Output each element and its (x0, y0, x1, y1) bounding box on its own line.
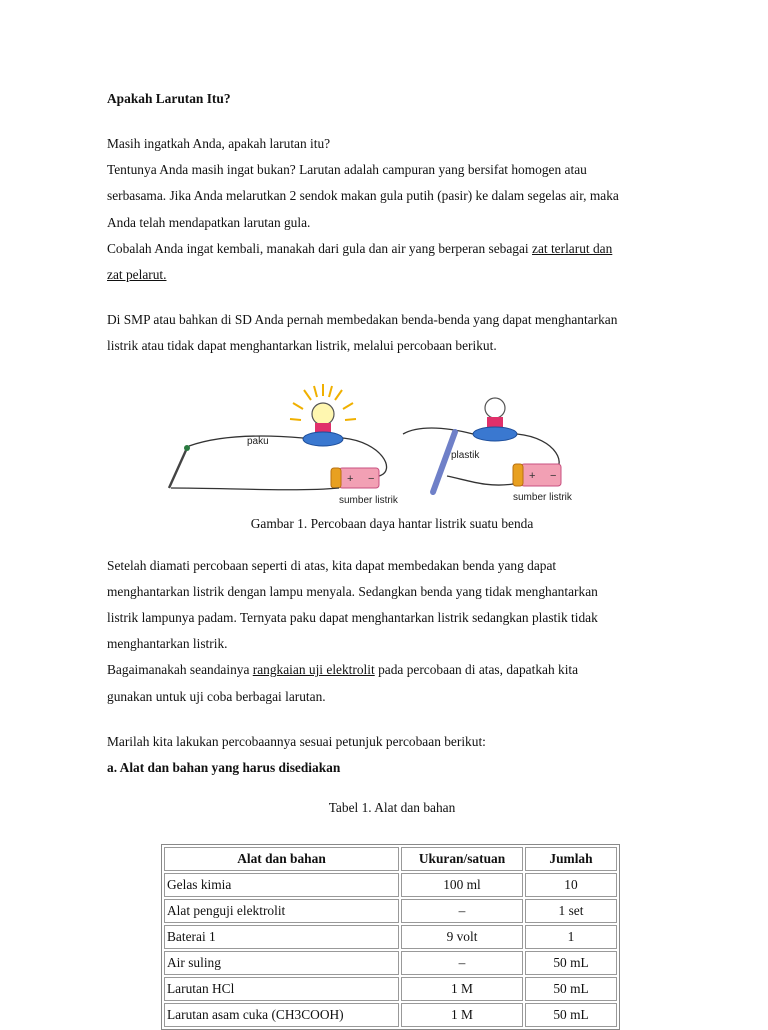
document-body (107, 86, 677, 821)
heading: Apakah Larutan Itu? (107, 91, 231, 106)
link-zat-terlarut[interactable]: zat terlarut dan (532, 240, 613, 256)
battery-plus: + (529, 469, 536, 482)
table-cell: 1 M (401, 1003, 523, 1027)
label-paku: paku (247, 435, 269, 447)
intro-line (107, 236, 677, 262)
intro-line: Anda telah mendapatkan larutan gula. (107, 214, 311, 230)
battery-plus: + (347, 472, 354, 485)
table-header-row (164, 847, 617, 871)
bulb-lit-icon (312, 403, 334, 425)
table-cell: Gelas kimia (164, 873, 399, 897)
obs-line: Setelah diamati percobaan seperti di atas, kita dapat membedakan benda yang dapat (107, 557, 557, 573)
intro-line: Masih ingatkah Anda, apakah larutan itu? (107, 136, 331, 151)
table-cell: Larutan HCl (164, 977, 399, 1001)
bulb-off-icon (485, 398, 505, 418)
bulb-base (303, 432, 343, 446)
intro-line (107, 262, 677, 288)
table-cell: 1 set (525, 899, 617, 923)
table-cell: – (401, 899, 523, 923)
nail-head (184, 445, 190, 451)
marilah-line: Marilah kita lakukan percobaannya sesuai petunjuk percobaan berikut: (107, 733, 486, 749)
obs-line: menghantarkan listrik dengan lampu menyala. Sedangkan benda yang tidak menghantarkan (107, 583, 598, 599)
section-a-heading: a. Alat dan bahan yang harus disediakan (107, 760, 341, 776)
intro-line: Tentunya Anda masih ingat bukan? Larutan adalah campuran yang bersifat homogen atau (107, 162, 587, 178)
table-cell: 50 mL (525, 1003, 617, 1027)
table-cell: Air suling (164, 951, 399, 975)
table-cell: 1 M (401, 977, 523, 1001)
table-cell: 100 ml (401, 873, 523, 897)
intro-text: Cobalah Anda ingat kembali, manakah dari gula dan air yang berperan sebagai (107, 240, 532, 256)
intro-line: serbasama. Jika Anda melarutkan 2 sendok makan gula putih (pasir) ke dalam segelas air, maka (107, 188, 619, 204)
battery-minus: − (368, 472, 375, 485)
obs-line (107, 657, 677, 683)
link-zat-pelarut[interactable]: zat pelarut. (107, 267, 167, 283)
obs-text: Bagaimanakah seandainya (107, 662, 253, 678)
table-cell: Baterai 1 (164, 925, 399, 949)
table-row (164, 1003, 617, 1027)
table-cell: 9 volt (401, 925, 523, 949)
figure-conductivity (107, 376, 677, 511)
label-sumber-listrik: sumber listrik (339, 494, 398, 506)
obs-line: gunakan untuk uji coba berbagai larutan. (107, 688, 326, 704)
table-cell: 1 (525, 925, 617, 949)
obs-text: pada percobaan di atas, dapatkah kita (374, 662, 579, 678)
figure-illustration (107, 376, 677, 511)
label-plastik: plastik (451, 449, 480, 461)
battery-minus: − (550, 469, 557, 482)
table-row (164, 925, 617, 949)
table-caption: Tabel 1. Alat dan bahan (328, 800, 456, 816)
table-row (164, 951, 617, 975)
equipment-table (161, 844, 620, 1030)
table-cell: Alat penguji elektrolit (164, 899, 399, 923)
smp-line: listrik atau tidak dapat menghantarkan listrik, melalui percobaan berikut. (107, 338, 497, 354)
table-row (164, 899, 617, 923)
table-cell: 50 mL (525, 951, 617, 975)
figure-caption: Gambar 1. Percobaan daya hantar listrik suatu benda (250, 515, 534, 531)
plastic-rod-icon (433, 432, 455, 492)
table-header: Jumlah (525, 847, 617, 871)
table-cell: 50 mL (525, 977, 617, 1001)
table-header: Ukuran/satuan (401, 847, 523, 871)
table-cell: 10 (525, 873, 617, 897)
obs-line: menghantarkan listrik. (107, 636, 228, 652)
nail-icon (169, 448, 187, 488)
link-rangkaian-uji-elektrolit[interactable]: rangkaian uji elektrolit (252, 662, 375, 678)
table-row (164, 873, 617, 897)
table-row (164, 977, 617, 1001)
label-sumber-listrik: sumber listrik (513, 491, 572, 503)
obs-line: listrik lampunya padam. Ternyata paku dapat menghantarkan listrik sedangkan plastik tidak (107, 610, 598, 626)
table-cell: Larutan asam cuka (CH3COOH) (164, 1003, 399, 1027)
table-cell: – (401, 951, 523, 975)
smp-line: Di SMP atau bahkan di SD Anda pernah membedakan benda-benda yang dapat menghantarkan (107, 312, 618, 328)
table-header: Alat dan bahan (164, 847, 399, 871)
